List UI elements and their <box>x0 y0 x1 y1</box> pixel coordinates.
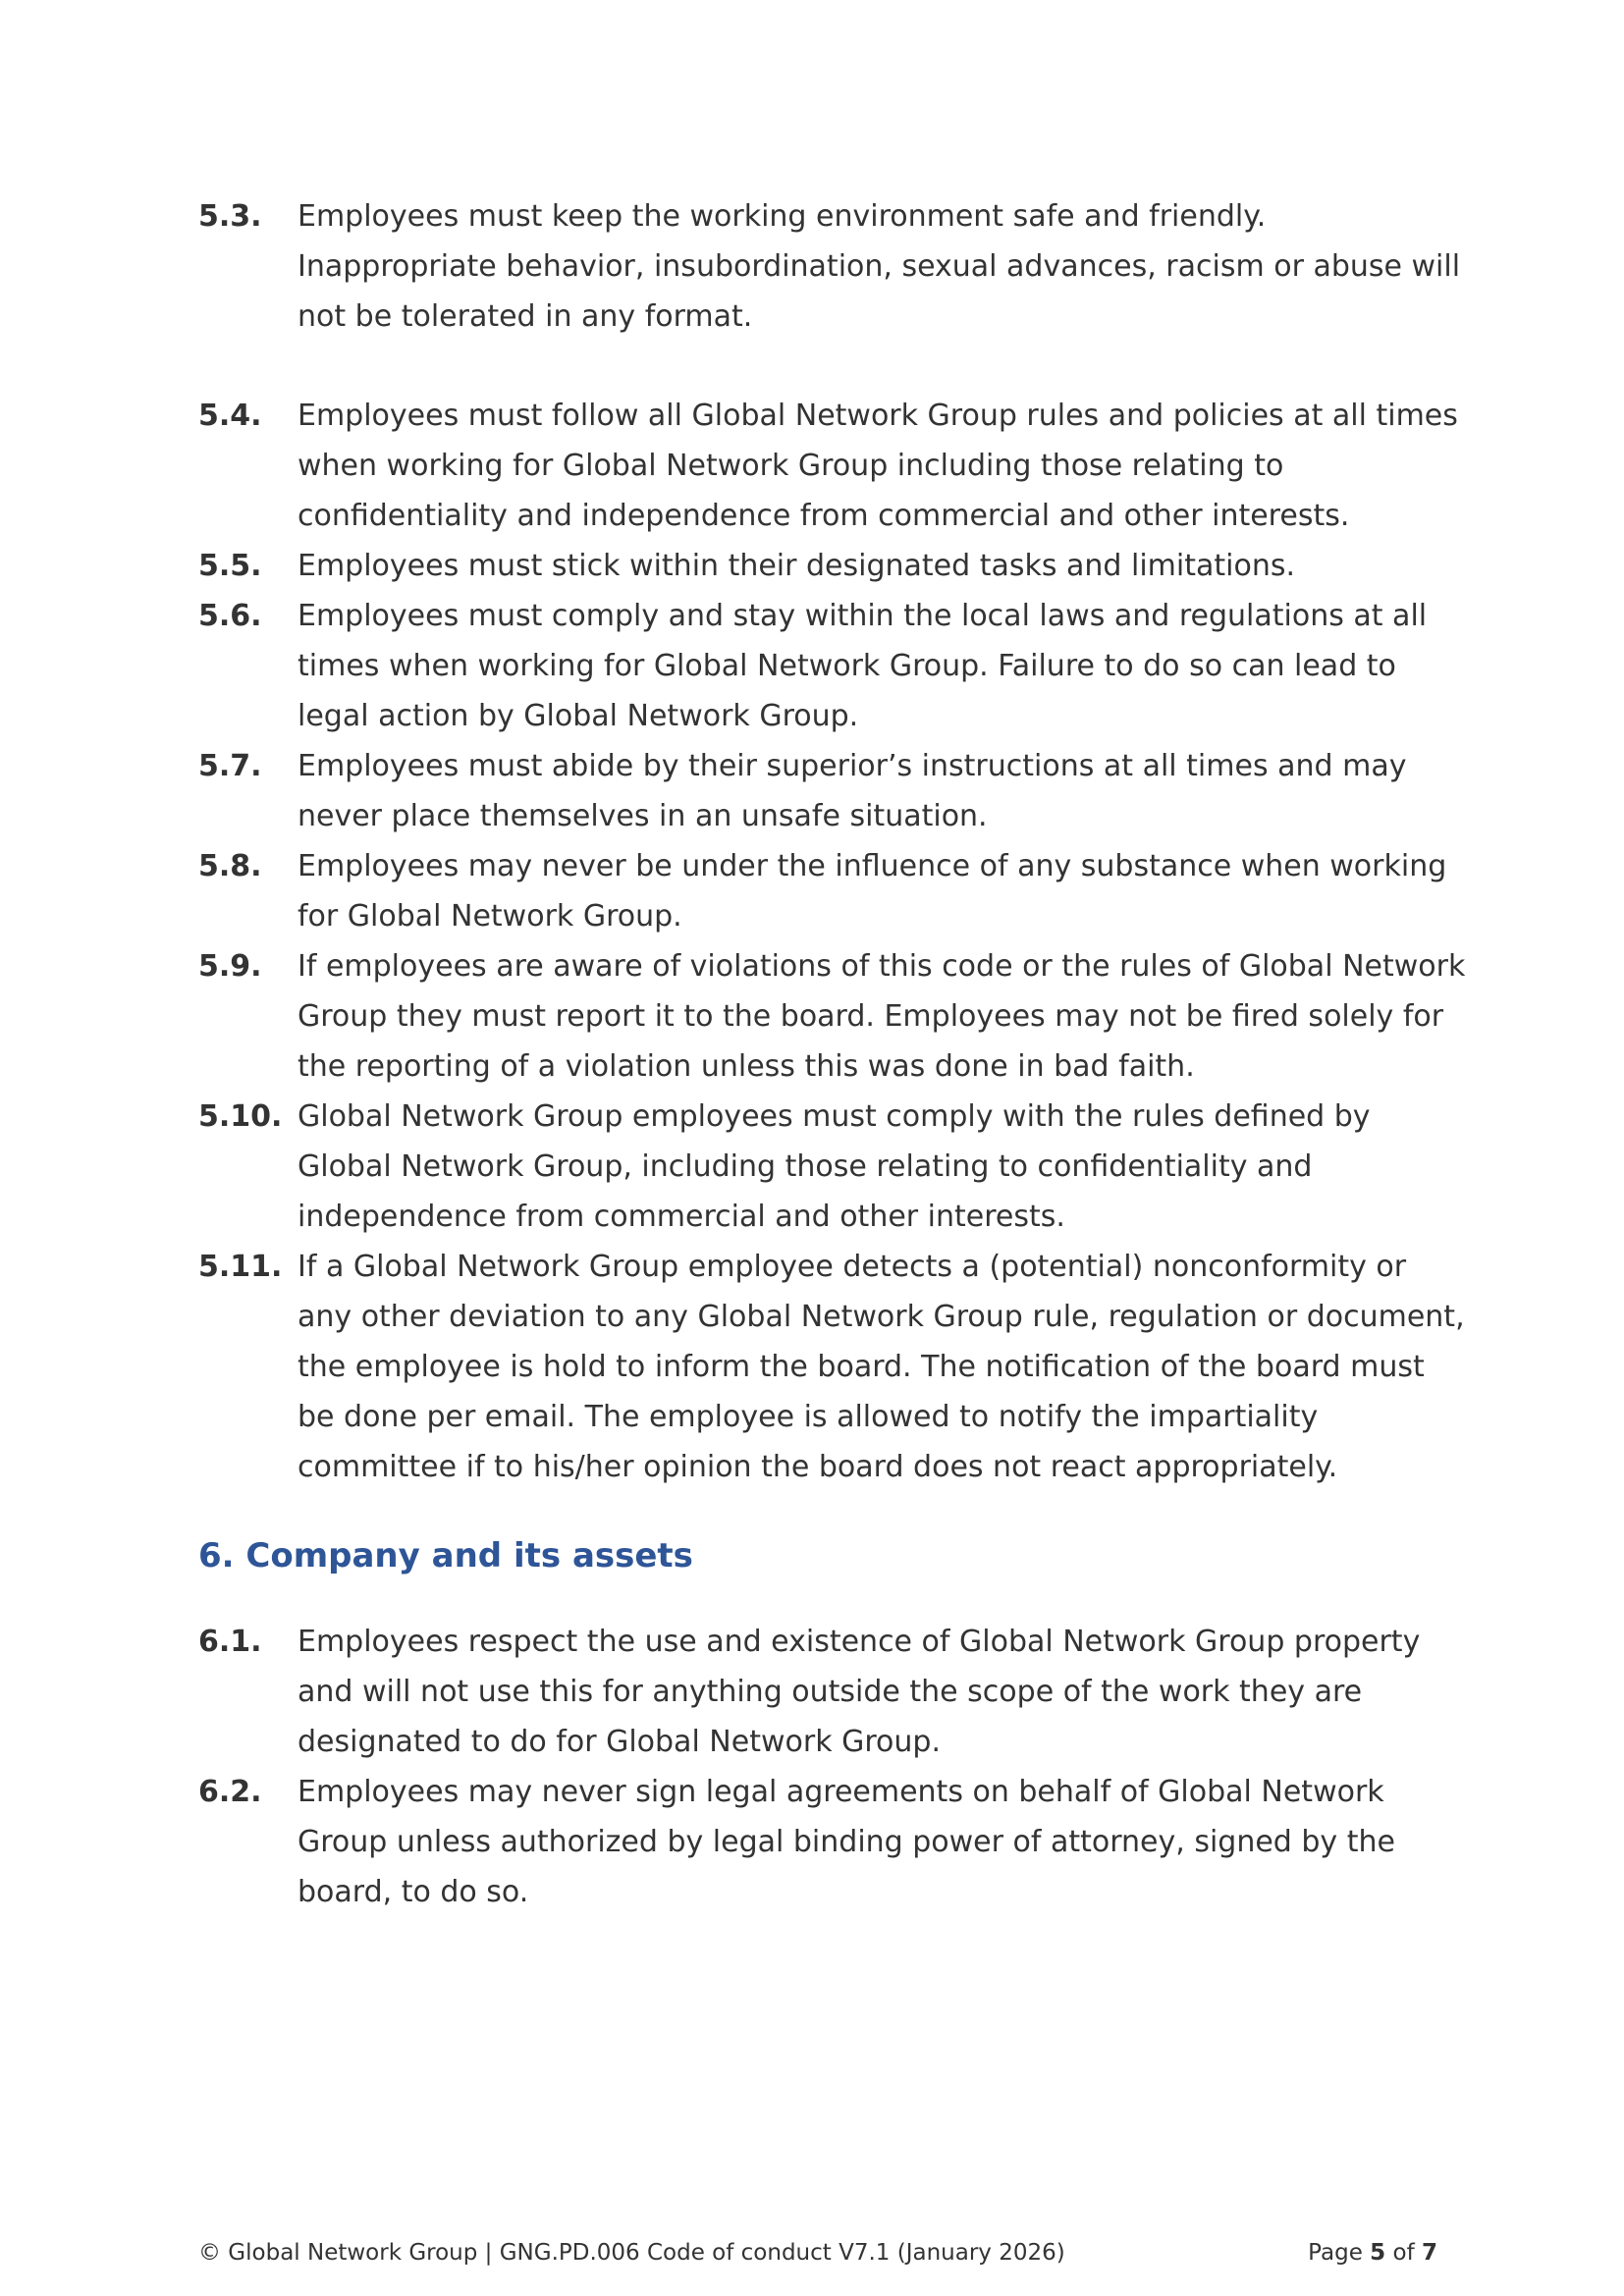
section-heading: 6. Company and its assets <box>198 1536 693 1575</box>
list-item <box>198 541 1475 591</box>
item-number: 5.11. <box>198 1250 283 1284</box>
list-item <box>198 941 1475 1092</box>
item-number: 5.10. <box>198 1099 283 1134</box>
footer-copyright: © Global Network Group | GNG.PD.006 Code of conduct V7.1 (January 2026) <box>198 2240 1065 2266</box>
page-of: of <box>1392 2240 1415 2266</box>
item-text: If employees are aware of violations of this code or the rules of Global Network Group they must report it to the board. Employees may not be fired solely for the reporting of a violation unless this was done in bad faith. <box>298 949 1466 1084</box>
item-number: 5.6. <box>198 599 262 633</box>
list-item <box>198 1092 1475 1242</box>
item-number: 5.8. <box>198 849 262 883</box>
item-number: 5.3. <box>198 199 262 234</box>
page-current: 5 <box>1370 2240 1386 2266</box>
list-item <box>198 841 1475 941</box>
item-text: Employees must abide by their superior’s instructions at all times and may never place themselves in an unsafe situation. <box>298 749 1407 833</box>
item-text: Global Network Group employees must comply with the rules defined by Global Network Group, including those relating to confidentiality and independence from commercial and other interests. <box>298 1099 1371 1234</box>
item-number: 5.7. <box>198 749 262 783</box>
list-item <box>198 1767 1475 1917</box>
item-number: 5.9. <box>198 949 262 984</box>
page-number <box>1308 2237 1437 2269</box>
list-item <box>198 191 1475 342</box>
page-total: 7 <box>1421 2240 1437 2266</box>
item-number: 5.5. <box>198 549 262 583</box>
item-text: Employees may never be under the influence of any substance when working for Global Network Group. <box>298 849 1447 934</box>
list-item <box>198 1617 1475 1767</box>
list-item <box>198 391 1475 541</box>
item-text: Employees must keep the working environment safe and friendly. Inappropriate behavior, insubordination, sexual advances, racism or abuse will not be tolerated in any format. <box>298 199 1461 334</box>
item-number: 6.1. <box>198 1625 262 1659</box>
list-item <box>198 1242 1475 1492</box>
item-text: Employees respect the use and existence of Global Network Group property and will not use this for anything outside the scope of the work they are designated to do for Global Network Group. <box>298 1625 1421 1759</box>
item-text: Employees must stick within their designated tasks and limitations. <box>298 549 1296 583</box>
page-prefix: Page <box>1308 2240 1363 2266</box>
item-number: 6.2. <box>198 1775 262 1809</box>
item-text: Employees must comply and stay within the local laws and regulations at all times when working for Global Network Group. Failure to do so can lead to legal action by Global Network Group. <box>298 599 1428 733</box>
item-text: Employees must follow all Global Network Group rules and policies at all times when working for Global Network Group including those relating to confidentiality and independence from commercial and other interests. <box>298 399 1458 533</box>
item-text: If a Global Network Group employee detects a (potential) nonconformity or any other deviation to any Global Network Group rule, regulation or document, the employee is hold to inform the board. The notification of the board must be done per email. The employee is allowed to notify the impartiality committee if to his/her opinion the board does not react appropriately. <box>298 1250 1465 1484</box>
item-number: 5.4. <box>198 399 262 433</box>
list-item <box>198 591 1475 741</box>
list-item <box>198 741 1475 841</box>
item-text: Employees may never sign legal agreements on behalf of Global Network Group unless authorized by legal binding power of attorney, signed by the board, to do so. <box>298 1775 1395 1909</box>
